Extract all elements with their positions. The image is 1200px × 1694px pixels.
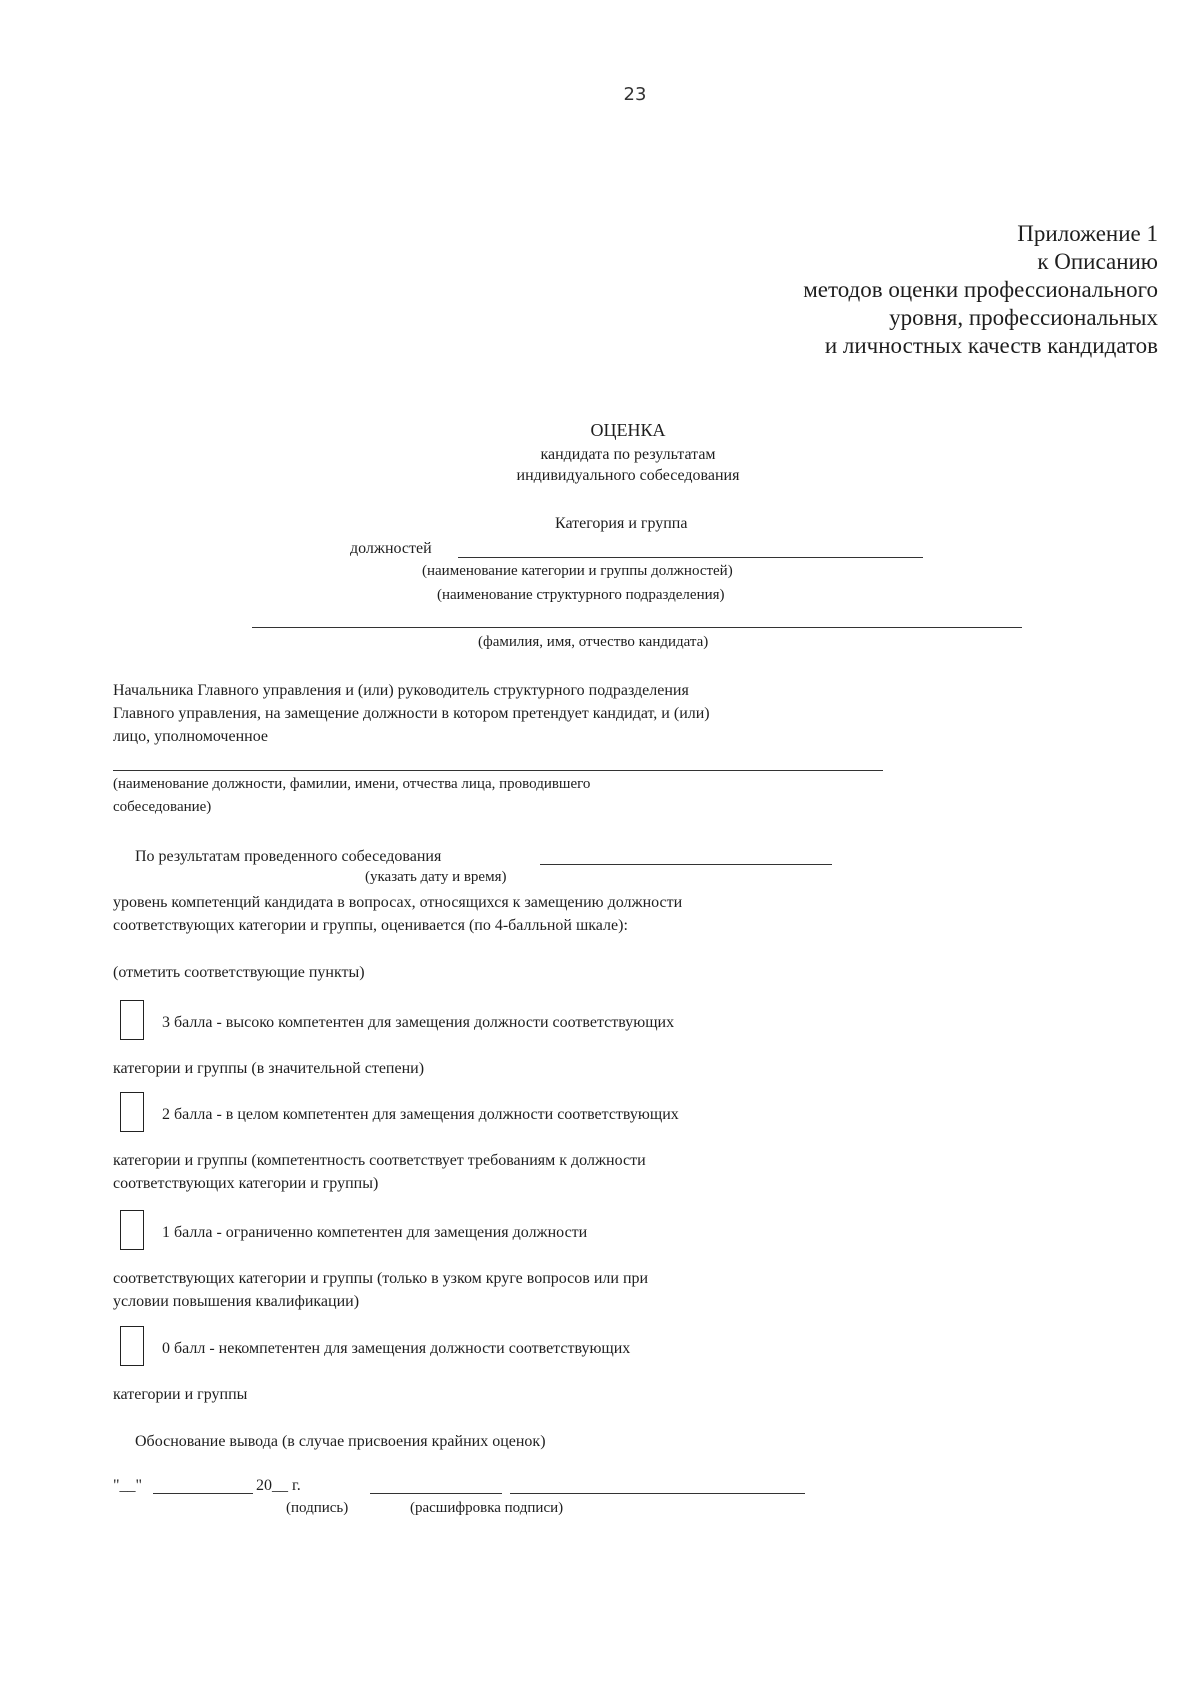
document-subtitle: кандидата по результатам	[540, 446, 716, 463]
score-0-label: 0 балл - некомпетентен для замещения должности соответствующих	[162, 1340, 631, 1357]
document-title: ОЦЕНКА	[590, 420, 666, 440]
score-2-label: 2 балла - в целом компетентен для замещения должности соответствующих	[162, 1106, 679, 1123]
score-3-checkbox[interactable]	[120, 1000, 144, 1040]
interviewer-caption: (наименование должности, фамилии, имени, отчества лица, проводившего	[113, 776, 591, 792]
signature-decode-field-line[interactable]	[510, 1493, 805, 1494]
document-subtitle: индивидуального собеседования	[516, 467, 740, 484]
date-year: 20__ г.	[256, 1477, 301, 1494]
score-3-description: категории и группы (в значительной степени)	[113, 1060, 425, 1077]
results-text: уровень компетенций кандидата в вопросах, относящихся к замещению должности	[113, 894, 683, 911]
candidate-caption: (фамилия, имя, отчество кандидата)	[478, 634, 709, 650]
department-caption: (наименование структурного подразделения)	[437, 587, 725, 603]
date-month-field-line[interactable]	[153, 1493, 253, 1494]
interviewer-text: лицо, уполномоченное	[113, 728, 268, 745]
category-field-line[interactable]	[458, 557, 923, 558]
category-label: Категория и группа	[555, 515, 688, 532]
category-label: должностей	[350, 540, 432, 557]
candidate-field-line[interactable]	[252, 627, 1022, 628]
appendix-line: уровня, профессиональных	[889, 305, 1158, 330]
interviewer-text: Начальника Главного управления и (или) руководитель структурного подразделения	[113, 682, 689, 699]
appendix-line: к Описанию	[1037, 249, 1158, 274]
signature-caption: (подпись)	[286, 1500, 349, 1516]
score-0-description: категории и группы	[113, 1386, 248, 1403]
appendix-line: методов оценки профессионального	[803, 277, 1158, 302]
mark-instruction: (отметить соответствующие пункты)	[113, 964, 365, 981]
appendix-line: и личностных качеств кандидатов	[824, 333, 1158, 358]
score-1-label: 1 балла - ограниченно компетентен для замещения должности	[162, 1224, 588, 1241]
date-time-field-line[interactable]	[540, 864, 832, 865]
interviewer-caption: собеседование)	[113, 799, 212, 815]
score-3-label: 3 балла - высоко компетентен для замещения должности соответствующих	[162, 1014, 675, 1031]
date-time-caption: (указать дату и время)	[365, 869, 507, 885]
score-1-description: условии повышения квалификации)	[113, 1293, 360, 1310]
justification-text: Обоснование вывода (в случае присвоения крайних оценок)	[135, 1433, 546, 1450]
score-0-checkbox[interactable]	[120, 1326, 144, 1366]
page-number: 23	[623, 84, 647, 105]
results-text: По результатам проведенного собеседования	[135, 848, 442, 865]
signature-field-line[interactable]	[370, 1493, 502, 1494]
appendix-line: Приложение 1	[1017, 221, 1158, 246]
interviewer-text: Главного управления, на замещение должности в котором претендует кандидат, и (или)	[113, 705, 710, 722]
interviewer-field-line[interactable]	[113, 770, 883, 771]
signature-decode-caption: (расшифровка подписи)	[410, 1500, 564, 1516]
results-text: соответствующих категории и группы, оценивается (по 4-балльной шкале):	[113, 917, 628, 934]
score-1-checkbox[interactable]	[120, 1210, 144, 1250]
category-caption: (наименование категории и группы должностей)	[422, 563, 733, 579]
score-1-description: соответствующих категории и группы (только в узком круге вопросов или при	[113, 1270, 649, 1287]
appendix-block	[803, 220, 1158, 360]
date-open: "__"	[113, 1477, 143, 1494]
score-2-checkbox[interactable]	[120, 1092, 144, 1132]
score-2-description: категории и группы (компетентность соответствует требованиям к должности	[113, 1152, 646, 1169]
score-2-description: соответствующих категории и группы)	[113, 1175, 379, 1192]
